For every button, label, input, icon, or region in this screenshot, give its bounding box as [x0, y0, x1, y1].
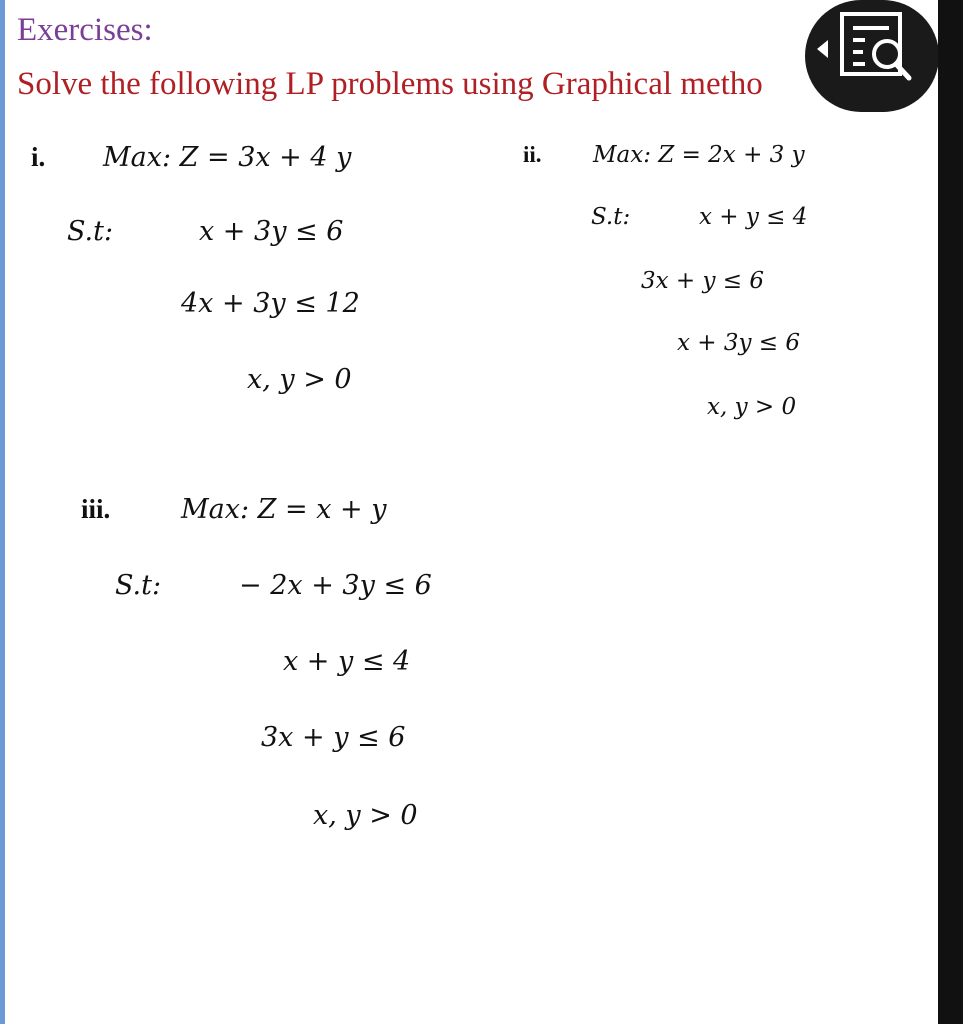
problem-2-number: ii. — [523, 142, 542, 167]
problem-2-constraint-3: x + 3y ≤ 6 — [677, 330, 801, 356]
right-edge-bar — [938, 0, 963, 1024]
problem-2-constraint-1: x + y ≤ 4 — [699, 204, 808, 230]
problem-3-objective: Max: Z = x + y — [181, 494, 387, 525]
problem-1-objective: Max: Z = 3x + 4 y — [103, 142, 352, 173]
exercises-heading: Exercises: — [17, 12, 153, 48]
instruction-text: Solve the following LP problems using Graphical metho — [17, 66, 763, 102]
document-page — [5, 0, 938, 1024]
problem-3-nonnegativity: x, y > 0 — [313, 800, 418, 831]
problem-2-objective: Max: Z = 2x + 3 y — [593, 142, 805, 168]
problem-1-constraint-1: x + 3y ≤ 6 — [199, 216, 344, 247]
problem-3-st-label: S.t: — [115, 570, 162, 601]
problem-1-number: i. — [31, 142, 46, 172]
problem-3-constraint-3: 3x + y ≤ 6 — [261, 722, 406, 753]
problem-1-st-label: S.t: — [67, 216, 114, 247]
problem-2-st-label: S.t: — [591, 204, 631, 230]
problem-2-nonnegativity: x, y > 0 — [707, 394, 797, 420]
problem-3-constraint-1: − 2x + 3y ≤ 6 — [239, 570, 432, 601]
reader-mode-button[interactable] — [805, 0, 938, 112]
problem-3-number: iii. — [81, 494, 111, 524]
problem-1-constraint-2: 4x + 3y ≤ 12 — [181, 288, 360, 319]
problem-3-constraint-2: x + y ≤ 4 — [283, 646, 411, 677]
reader-mode-search-icon — [839, 10, 919, 86]
problem-2-constraint-2: 3x + y ≤ 6 — [641, 268, 765, 294]
problem-1-nonnegativity: x, y > 0 — [247, 364, 352, 395]
caret-left-icon — [817, 40, 828, 58]
